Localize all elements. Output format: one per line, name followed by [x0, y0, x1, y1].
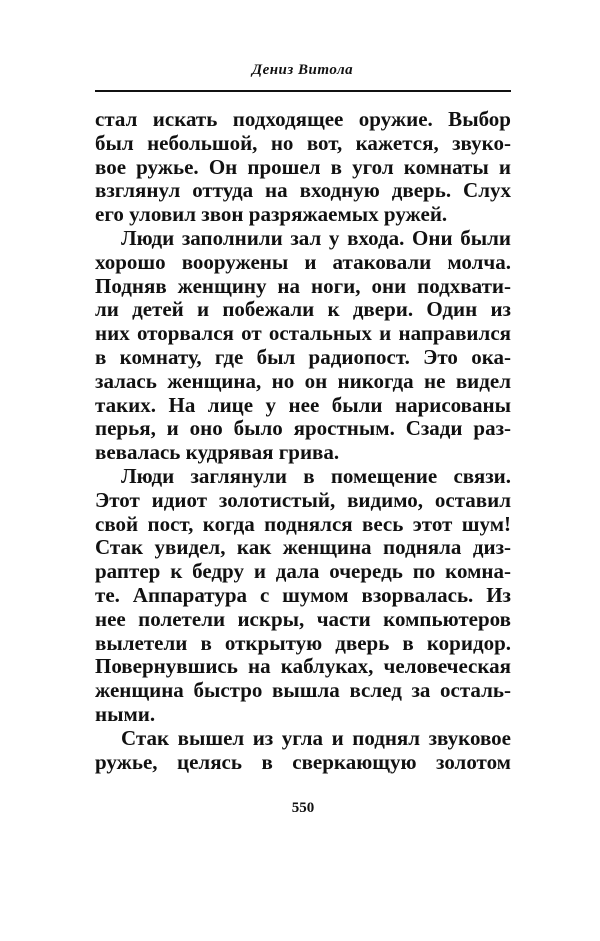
text-line: перья, и оно было яростным. Сзади раз-: [95, 416, 511, 441]
text-line: ными.: [95, 701, 156, 726]
text-line: Люди заглянули в помещение связи.: [121, 463, 511, 488]
body-text: [95, 108, 511, 774]
text-line: женщина быстро вышла вслед за осталь-: [95, 678, 511, 703]
text-line: стал искать подходящее оружие. Выбор: [95, 107, 511, 131]
text-line: Повернувшись на каблуках, человеческая: [95, 654, 511, 679]
text-line: был небольшой, но вот, кажется, звуко-: [95, 130, 511, 155]
paragraph: [95, 227, 511, 465]
paragraph: [95, 465, 511, 727]
text-line: них оторвался от остальных и направился: [95, 321, 511, 346]
text-line: нее полетели искры, части компьютеров: [95, 606, 511, 631]
text-line: ружье, целясь в сверкающую золотом: [95, 749, 511, 774]
running-header: Дениз Витола: [251, 62, 354, 78]
header-rule: [95, 90, 511, 92]
text-line: Стак вышел из угла и поднял звуковое: [121, 725, 511, 750]
text-line: вылетели в открытую дверь в коридор.: [95, 630, 511, 655]
text-line: свой пост, когда поднялся весь этот шум!: [95, 511, 511, 536]
text-line: хорошо вооружены и атаковали молча.: [95, 249, 511, 274]
paragraph: [95, 108, 511, 227]
text-line: те. Аппаратура с шумом взорвалась. Из: [95, 582, 511, 607]
text-line: вевалась кудрявая грива.: [95, 440, 340, 465]
text-line: взглянул оттуда на входную дверь. Слух: [95, 178, 511, 203]
text-line: раптер к бедру и дала очередь по комна-: [95, 559, 511, 584]
paragraph: [95, 727, 511, 775]
text-line: Подняв женщину на ноги, они подхвати-: [95, 273, 511, 298]
text-line: ли детей и побежали к двери. Один из: [95, 297, 511, 322]
text-line: Стак увидел, как женщина подняла диз-: [95, 535, 511, 560]
text-line: залась женщина, но он никогда не видел: [95, 368, 511, 393]
text-line: в комнату, где был радиопост. Это ока-: [95, 344, 511, 369]
text-line: вое ружье. Он прошел в угол комнаты и: [95, 154, 511, 179]
text-line: Люди заполнили зал у входа. Они были: [121, 225, 511, 250]
text-line: таких. На лице у нее были нарисованы: [95, 392, 511, 417]
page-number: 550: [291, 800, 315, 816]
text-line: его уловил звон разряжаемых ружей.: [95, 202, 448, 227]
text-line: Этот идиот золотистый, видимо, оставил: [95, 487, 511, 512]
